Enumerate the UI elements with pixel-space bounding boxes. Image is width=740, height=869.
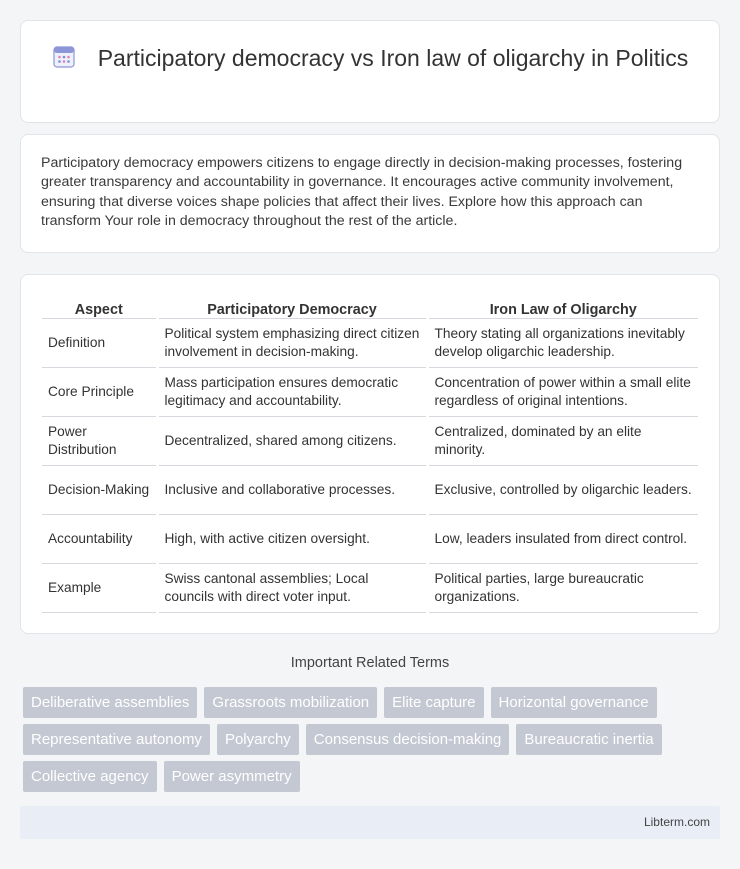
related-term-tag[interactable]: Deliberative assemblies — [23, 687, 197, 718]
comparison-table — [42, 297, 698, 613]
footer-bar — [20, 806, 720, 839]
related-terms-heading: Important Related Terms — [290, 655, 450, 671]
row-oligarchy: Centralized, dominated by an elite minority. — [427, 416, 698, 465]
row-participatory: Decentralized, shared among citizens. — [157, 416, 427, 465]
row-participatory: Political system emphasizing direct citizen involvement in decision-making. — [157, 318, 427, 367]
title-card — [20, 20, 720, 123]
related-term-tag[interactable]: Consensus decision-making — [306, 724, 510, 755]
document-icon — [52, 45, 76, 69]
page-title-text: Participatory democracy vs Iron law of oligarchy in Politics — [97, 45, 689, 71]
header-oligarchy: Iron Law of Oligarchy — [427, 297, 698, 318]
comparison-card — [20, 274, 720, 634]
related-term-tag[interactable]: Polyarchy — [217, 724, 299, 755]
row-oligarchy: Political parties, large bureaucratic organizations. — [427, 563, 698, 612]
table-header-row — [42, 297, 698, 318]
table-row — [42, 465, 698, 514]
row-oligarchy: Concentration of power within a small elite regardless of original intentions. — [427, 367, 698, 416]
table-row — [42, 367, 698, 416]
page-title — [21, 44, 719, 73]
table-row — [42, 514, 698, 563]
row-participatory: High, with active citizen oversight. — [157, 514, 427, 563]
table-row — [42, 416, 698, 465]
related-term-tag[interactable]: Bureaucratic inertia — [516, 724, 661, 755]
table-row — [42, 563, 698, 612]
row-aspect: Core Principle — [42, 367, 157, 416]
intro-paragraph: Participatory democracy empowers citizens to engage directly in decision-making processes, fostering greater transparency and accountability in governance. It encourages active community involvement, ensuring that diverse voices shape policies that affect their lives. Explore how this approach can transform Your role in democracy throughout the rest of the article. — [41, 155, 683, 230]
header-participatory: Participatory Democracy — [157, 297, 427, 318]
related-term-tag[interactable]: Representative autonomy — [23, 724, 210, 755]
header-aspect: Aspect — [42, 297, 157, 318]
row-aspect: Definition — [42, 318, 157, 367]
related-term-tag[interactable]: Horizontal governance — [491, 687, 657, 718]
footer-brand-link[interactable]: Libterm.com — [643, 815, 710, 829]
row-participatory: Mass participation ensures democratic legitimacy and accountability. — [157, 367, 427, 416]
row-oligarchy: Low, leaders insulated from direct control. — [427, 514, 698, 563]
row-aspect: Decision-Making — [42, 465, 157, 514]
table-row — [42, 318, 698, 367]
related-terms-list — [23, 687, 723, 792]
related-term-tag[interactable]: Power asymmetry — [164, 761, 300, 792]
row-aspect: Accountability — [42, 514, 157, 563]
related-term-tag[interactable]: Collective agency — [23, 761, 157, 792]
row-aspect: Example — [42, 563, 157, 612]
row-participatory: Swiss cantonal assemblies; Local councils with direct voter input. — [157, 563, 427, 612]
row-oligarchy: Exclusive, controlled by oligarchic leaders. — [427, 465, 698, 514]
intro-card — [20, 134, 720, 253]
row-participatory: Inclusive and collaborative processes. — [157, 465, 427, 514]
related-term-tag[interactable]: Grassroots mobilization — [204, 687, 377, 718]
row-oligarchy: Theory stating all organizations inevitably develop oligarchic leadership. — [427, 318, 698, 367]
row-aspect: Power Distribution — [42, 416, 157, 465]
related-term-tag[interactable]: Elite capture — [384, 687, 483, 718]
